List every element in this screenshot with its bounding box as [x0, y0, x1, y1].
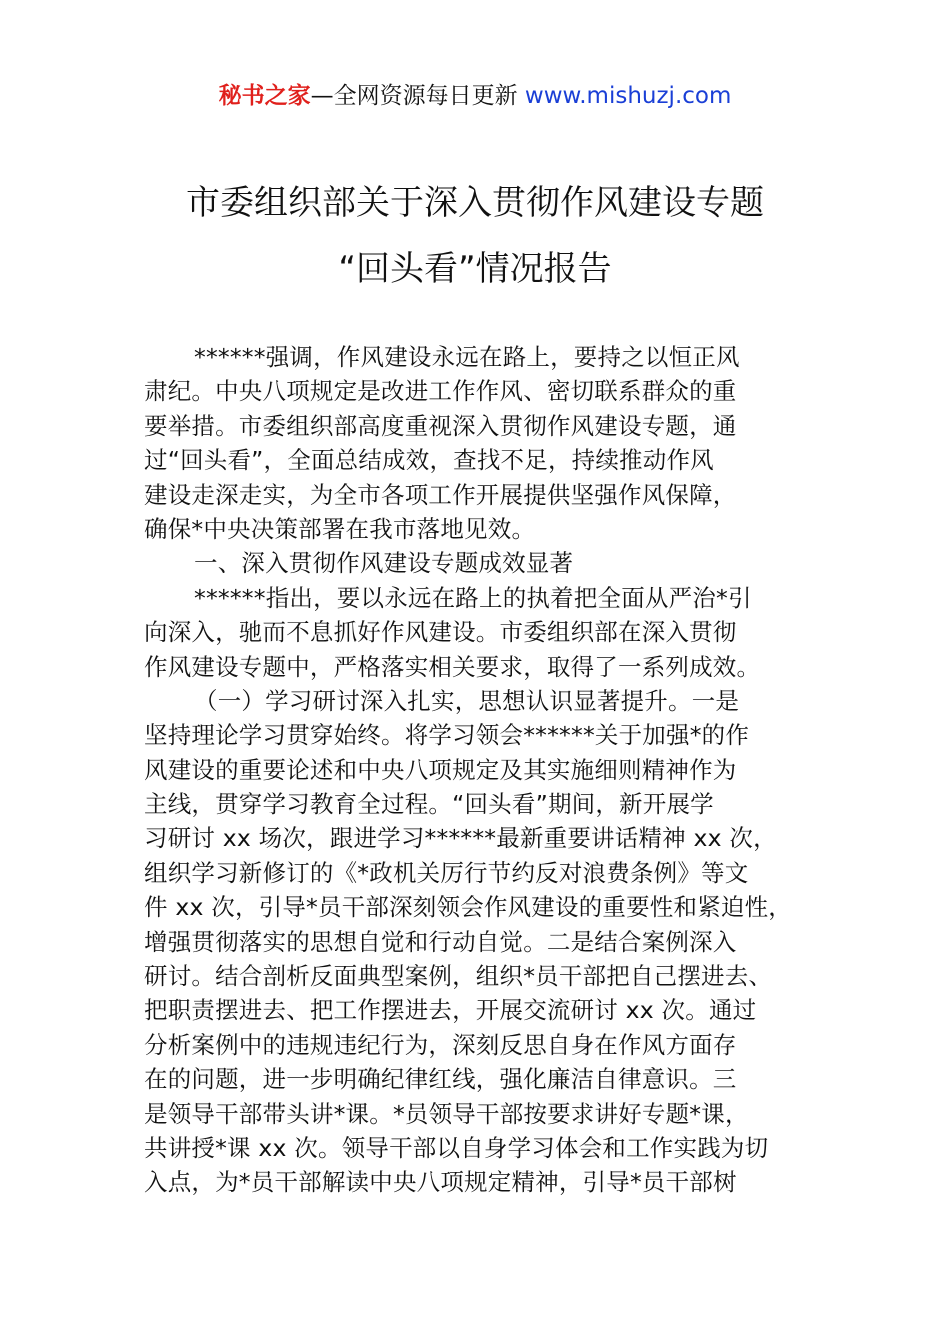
- body-line: 把职责摆进去、把工作摆进去，开展交流研讨 xx 次。通过: [144, 996, 757, 1025]
- body-line: 是领导干部带头讲*课。*员领导干部按要求讲好专题*课，: [144, 1099, 749, 1128]
- body-line: ******指出，要以永远在路上的执着把全面从严治*引: [194, 583, 752, 612]
- body-line: 入点，为*员干部解读中央八项规定精神，引导*员干部树: [144, 1168, 737, 1197]
- body-line: （一）学习研讨深入扎实，思想认识显著提升。一是: [194, 686, 740, 715]
- body-line: 习研讨 xx 场次，跟进学习******最新重要讲话精神 xx 次，: [144, 824, 777, 853]
- body-line: 要举措。市委组织部高度重视深入贯彻作风建设专题，通: [144, 411, 737, 440]
- body-line: ******强调，作风建设永远在路上，要持之以恒正风: [194, 343, 740, 371]
- body-line: 分析案例中的违规违纪行为，深刻反思自身在作风方面存: [144, 1030, 737, 1059]
- site-header: [0, 78, 950, 114]
- body-line: 组织学习新修订的《*政机关厉行节约反对浪费条例》等文: [144, 858, 749, 887]
- document-title-line-1: 市委组织部关于深入贯彻作风建设专题: [186, 183, 764, 223]
- body-line: 研讨。结合剖析反面典型案例，组织*员干部把自己摆进去、: [144, 962, 773, 991]
- body-line: 确保*中央决策部署在我市落地见效。: [144, 514, 536, 543]
- site-url-link[interactable]: www.mishuzj.com: [524, 83, 732, 109]
- body-line: 主线，贯穿学习教育全过程。“回头看”期间，新开展学: [144, 790, 714, 819]
- site-tagline: —全网资源每日更新: [310, 83, 518, 109]
- body-line: 共讲授*课 xx 次。领导干部以自身学习体会和工作实践为切: [144, 1133, 769, 1162]
- body-line: 建设走深走实，为全市各项工作开展提供坚强作风保障，: [144, 480, 737, 509]
- body-line: 在的问题，进一步明确纪律红线，强化廉洁自律意识。三: [144, 1065, 737, 1094]
- document-body: [144, 340, 814, 1200]
- body-line: 过“回头看”，全面总结成效，查找不足，持续推动作风: [144, 446, 714, 475]
- body-line: 肃纪。中央八项规定是改进工作作风、密切联系群众的重: [144, 377, 737, 406]
- body-line: 向深入，驰而不息抓好作风建设。市委组织部在深入贯彻: [144, 618, 737, 647]
- site-brand: 秘书之家: [218, 83, 311, 109]
- body-line: 坚持理论学习贯穿始终。将学习领会******关于加强*的作: [144, 721, 750, 750]
- body-line: 作风建设专题中，严格落实相关要求，取得了一系列成效。: [144, 652, 761, 681]
- document-title-line-2: “回头看”情况报告: [338, 249, 612, 289]
- body-line: 风建设的重要论述和中央八项规定及其实施细则精神作为: [144, 755, 737, 784]
- body-line: 增强贯彻落实的思想自觉和行动自觉。二是结合案例深入: [144, 927, 737, 956]
- body-line: 件 xx 次，引导*员干部深刻领会作风建设的重要性和紧迫性，: [144, 893, 793, 922]
- body-line: 一、深入贯彻作风建设专题成效显著: [194, 549, 574, 578]
